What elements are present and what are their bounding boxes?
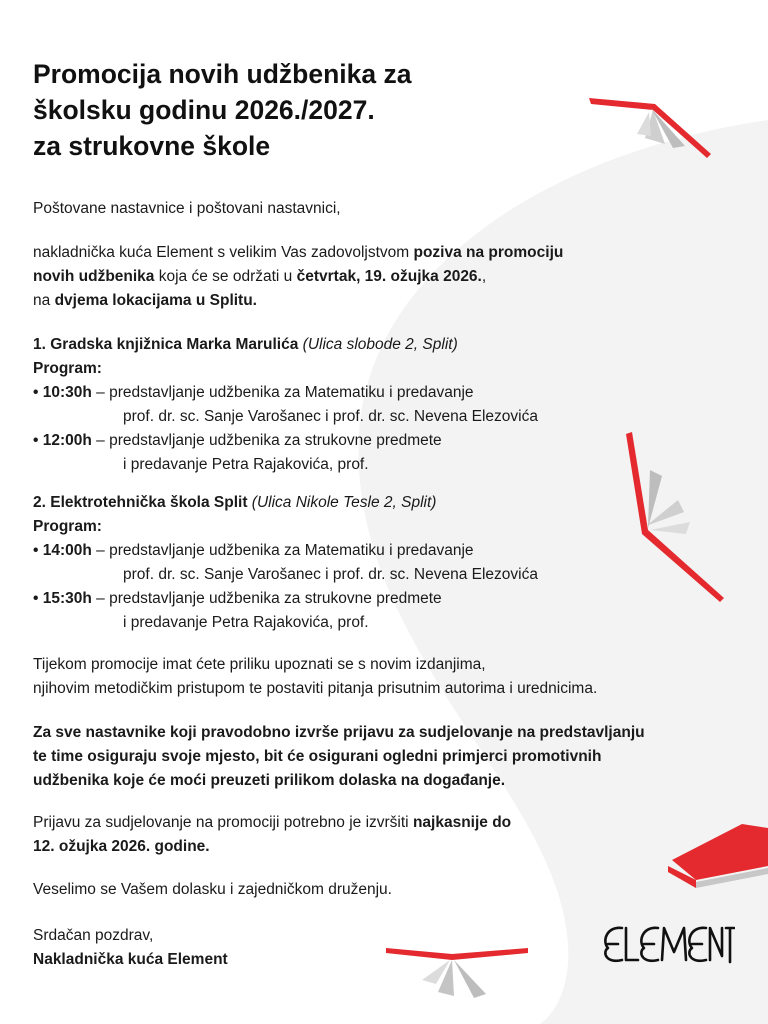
title-line: Promocija novih udžbenika za (33, 59, 412, 89)
closed-book-icon (662, 820, 768, 890)
flying-book-right-icon (620, 430, 730, 605)
program-item: • 10:30h – predstavljanje udžbenika za Matematiku i predavanje (33, 384, 474, 401)
location-1 (33, 333, 538, 477)
page-title (33, 56, 411, 164)
element-logo (600, 922, 735, 966)
notice-paragraph: Za sve nastavnike koji pravodobno izvrše prijavu za sudjelovanje na predstavljanju te time osiguraju svoje mjesto, bit će osigurani ogledni primjerci promotivnih udžbenika koje će moći preuzeti prilikom dolaska na događanje. (33, 724, 645, 789)
title-line: za strukovne škole (33, 131, 271, 161)
intro-paragraph: nakladnička kuća Element s velikim Vas zadovoljstvom poziva na promociju novih udžbenika koja će se održati u četvrtak, 19. ožujka 2026., na dvjema lokacijama u Splitu. (33, 244, 564, 309)
location-2 (33, 491, 538, 635)
greeting: Poštovane nastavnice i poštovani nastavnici, (33, 200, 341, 217)
program-item-cont: prof. dr. sc. Sanje Varošanec i prof. dr. sc. Nevena Elezovića (123, 566, 538, 583)
program-item-cont: prof. dr. sc. Sanje Varošanec i prof. dr. sc. Nevena Elezovića (123, 408, 538, 425)
location-name: 1. Gradska knjižnica Marka Marulića (33, 336, 299, 353)
flying-book-top-icon (585, 88, 715, 163)
registration-paragraph: Prijavu za sudjelovanje na promociji potrebno je izvršiti najkasnije do 12. ožujka 2026. godine. (33, 814, 512, 855)
location-address: (Ulica Nikole Tesle 2, Split) (247, 494, 437, 511)
program-item-cont: i predavanje Petra Rajakovića, prof. (123, 614, 369, 631)
program-label: Program: (33, 518, 102, 535)
program-label: Program: (33, 360, 102, 377)
signoff: Srdačan pozdrav, Nakladnička kuća Element (33, 927, 228, 968)
location-address: (Ulica slobode 2, Split) (298, 336, 458, 353)
title-line: školsku godinu 2026./2027. (33, 95, 375, 125)
program-item: • 12:00h – predstavljanje udžbenika za strukovne predmete (33, 432, 442, 449)
closing-line: Veselimo se Vašem dolasku i zajedničkom druženju. (33, 881, 392, 898)
location-name: 2. Elektrotehnička škola Split (33, 494, 248, 511)
program-item-cont: i predavanje Petra Rajakovića, prof. (123, 456, 369, 473)
info-paragraph: Tijekom promocije imat ćete priliku upoznati se s novim izdanjima, njihovim metodičkim pristupom te postaviti pitanja prisutnim autorima i urednicima. (33, 656, 598, 697)
program-item: • 15:30h – predstavljanje udžbenika za strukovne predmete (33, 590, 442, 607)
program-item: • 14:00h – predstavljanje udžbenika za Matematiku i predavanje (33, 542, 474, 559)
flying-book-bottom-icon (382, 940, 532, 1010)
